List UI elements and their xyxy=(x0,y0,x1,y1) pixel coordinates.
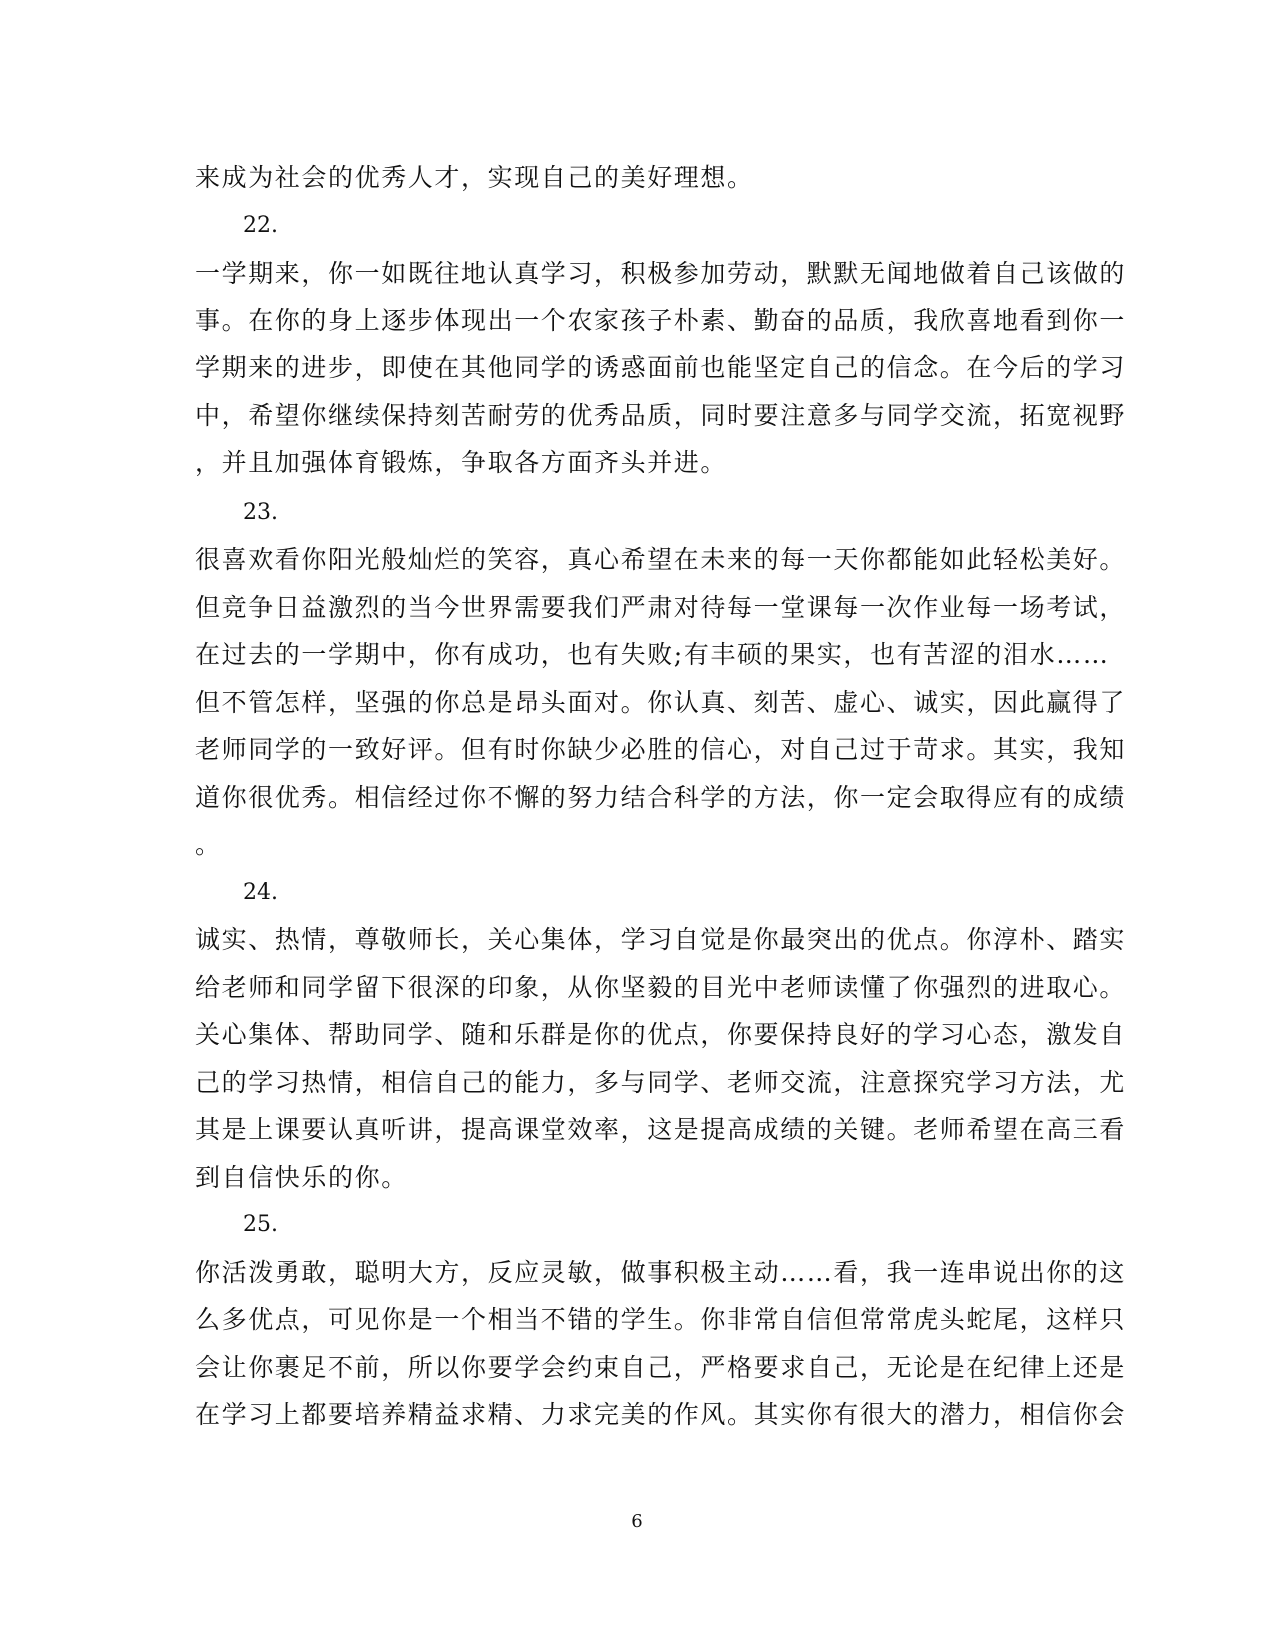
text-line: 会让你裹足不前，所以你要学会约束自己，严格要求自己，无论是在纪律上还是 xyxy=(195,1353,1127,1382)
text-line: 老师同学的一致好评。但有时你缺少必胜的信心，对自己过于苛求。其实，我知 xyxy=(195,735,1127,764)
text-line: 但不管怎样，坚强的你总是昂头面对。你认真、刻苦、虚心、诚实，因此赢得了 xyxy=(195,688,1127,717)
text-line: 很喜欢看你阳光般灿烂的笑容，真心希望在未来的每一天你都能如此轻松美好。 xyxy=(195,545,1127,574)
text-line: 己的学习热情，相信自己的能力，多与同学、老师交流，注意探究学习方法，尤 xyxy=(195,1068,1127,1097)
text-line: 来成为社会的优秀人才，实现自己的美好理想。 xyxy=(195,163,754,192)
text-line: 诚实、热情，尊敬师长，关心集体，学习自觉是你最突出的优点。你淳朴、踏实 xyxy=(195,925,1127,954)
item-number: 24. xyxy=(243,880,278,905)
text-line: 。 xyxy=(195,830,222,859)
text-line: 你活泼勇敢，聪明大方，反应灵敏，做事积极主动……看，我一连串说出你的这 xyxy=(195,1258,1127,1287)
text-line: 关心集体、帮助同学、随和乐群是你的优点，你要保持良好的学习心态，激发自 xyxy=(195,1020,1127,1049)
text-line: 么多优点，可见你是一个相当不错的学生。你非常自信但常常虎头蛇尾，这样只 xyxy=(195,1305,1127,1334)
text-line: 在学习上都要培养精益求精、力求完美的作风。其实你有很大的潜力，相信你会 xyxy=(195,1400,1127,1429)
text-line: 学期来的进步，即使在其他同学的诱惑面前也能坚定自己的信念。在今后的学习 xyxy=(195,353,1127,382)
text-line: 中，希望你继续保持刻苦耐劳的优秀品质，同时要注意多与同学交流，拓宽视野 xyxy=(195,401,1127,430)
text-line: 道你很优秀。相信经过你不懈的努力结合科学的方法，你一定会取得应有的成绩 xyxy=(195,783,1127,812)
text-line: 给老师和同学留下很深的印象，从你坚毅的目光中老师读懂了你强烈的进取心。 xyxy=(195,973,1127,1002)
text-line: 但竞争日益激烈的当今世界需要我们严肃对待每一堂课每一次作业每一场考试， xyxy=(195,593,1127,622)
page-number: 6 xyxy=(631,1511,643,1532)
text-line: 在过去的一学期中，你有成功，也有失败;有丰硕的果实，也有苦涩的泪水…… xyxy=(195,640,1110,669)
item-number: 25. xyxy=(243,1212,278,1237)
text-line: 一学期来，你一如既往地认真学习，积极参加劳动，默默无闻地做着自己该做的 xyxy=(195,259,1127,288)
text-line: 其是上课要认真听讲，提高课堂效率，这是提高成绩的关键。老师希望在高三看 xyxy=(195,1115,1127,1144)
item-number: 23. xyxy=(243,500,278,525)
item-number: 22. xyxy=(243,213,278,238)
text-line: 事。在你的身上逐步体现出一个农家孩子朴素、勤奋的品质，我欣喜地看到你一 xyxy=(195,306,1127,335)
text-line: 到自信快乐的你。 xyxy=(195,1163,408,1192)
text-line: ，并且加强体育锻炼，争取各方面齐头并进。 xyxy=(195,448,728,477)
